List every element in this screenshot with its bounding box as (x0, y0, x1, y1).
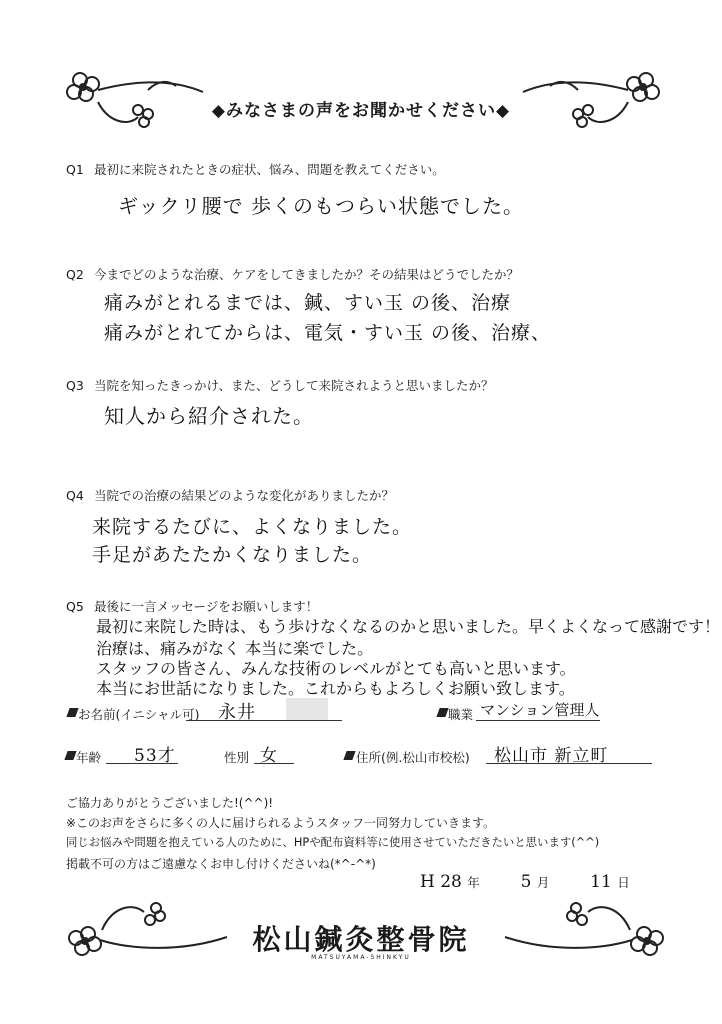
date-year: 28 (440, 872, 462, 892)
page-title: ◆みなさまの声をお聞かせください◆ (211, 101, 511, 121)
question-text: 当院での治療の結果どのような変化がありましたか？ (94, 488, 395, 503)
question-3 (66, 376, 494, 394)
answer-2-line-2: 痛みがとれてからは、電気・すい玉 の後、治療、 (104, 322, 552, 344)
date-month-unit: 月 (536, 875, 550, 890)
age-value: 53才 (134, 746, 176, 766)
question-1 (66, 160, 445, 178)
answer-1-line-1: ギックリ腰で 歩くのもつらい状態でした。 (118, 194, 524, 218)
question-text: 最初に来院されたときの症状、悩み、問題を教えてください。 (94, 162, 445, 177)
date-year-unit: 年 (467, 875, 480, 890)
name-label: お名前(イニシャル可) (78, 707, 200, 722)
answer-5-line-2: 治療は、痛みがなく 本当に楽でした。 (96, 639, 374, 658)
date (420, 872, 630, 892)
clinic-roman-name: MATSUYAMA-SHINKYU (311, 954, 411, 961)
question-2 (66, 265, 519, 283)
clinic-logo: 松山鍼灸整骨院 (252, 923, 470, 956)
age-label: 年齢 (76, 750, 102, 765)
answer-4-line-1: 来院するたびに、よくなりました。 (92, 516, 413, 538)
answer-5-line-4: 本当にお世話になりました。これからもよろしくお願い致します。 (96, 679, 575, 698)
date-day: 11 (590, 872, 612, 892)
name-value: 永井 (218, 702, 256, 723)
job-label: 職業 (448, 707, 474, 722)
notice-line-3: 掲載不可の方はご遠慮なくお申し付けくださいね(*^-^*) (66, 857, 376, 871)
question-number: Q2 (66, 267, 84, 282)
answer-2-line-1: 痛みがとれるまでは、鍼、すい玉 の後、治療 (104, 292, 512, 314)
question-text: 今までどのような治療、ケアをしてきましたか？その結果はどうでしたか？ (94, 267, 520, 282)
age-field (106, 742, 178, 764)
answer-5-line-3: スタッフの皆さん、みんな技術のレベルがとても高いと思います。 (96, 659, 576, 678)
job-field (476, 700, 600, 721)
gender-label: 性別 (224, 750, 250, 765)
question-text: 当院を知ったきっかけ、また、どうして来院されようと思いましたか？ (94, 378, 494, 393)
gender-field (254, 742, 294, 764)
redaction-box (286, 698, 328, 720)
question-number: Q5 (66, 599, 84, 614)
answer-4-line-2: 手足があたたかくなりました。 (92, 544, 373, 566)
question-number: Q1 (66, 162, 84, 177)
thanks-note: ご協力ありがとうございました!(^^)! (66, 796, 274, 810)
gender-value: 女 (260, 746, 278, 766)
notice-line-1: ※このお声をさらに多くの人に届けられるようスタッフ一同努力していきます。 (66, 816, 496, 830)
address-field (486, 742, 652, 764)
address-value: 松山市 新立町 (494, 746, 609, 766)
question-number: Q3 (66, 378, 84, 393)
name-field (186, 700, 342, 721)
notice-line-2: 同じお悩みや問題を抱えている人のために、HPや配布資料等に使用させていただきたいと思います(^^) (66, 835, 600, 849)
question-text: 最後に一言メッセージをお願いします！ (94, 599, 319, 614)
date-era: H (420, 872, 435, 892)
date-month: 5 (520, 872, 532, 892)
question-5 (66, 597, 318, 615)
answer-3-line-1: 知人から紹介された。 (104, 404, 314, 428)
question-4 (66, 486, 394, 504)
job-value: マンション管理人 (480, 701, 600, 719)
date-day-unit: 日 (617, 875, 630, 890)
address-label: 住所(例.松山市校松) (356, 750, 470, 765)
answer-5-line-1: 最初に来院した時は、もう歩けなくなるのかと思いました。早くよくなって感謝です！ (96, 617, 721, 636)
question-number: Q4 (66, 488, 84, 503)
